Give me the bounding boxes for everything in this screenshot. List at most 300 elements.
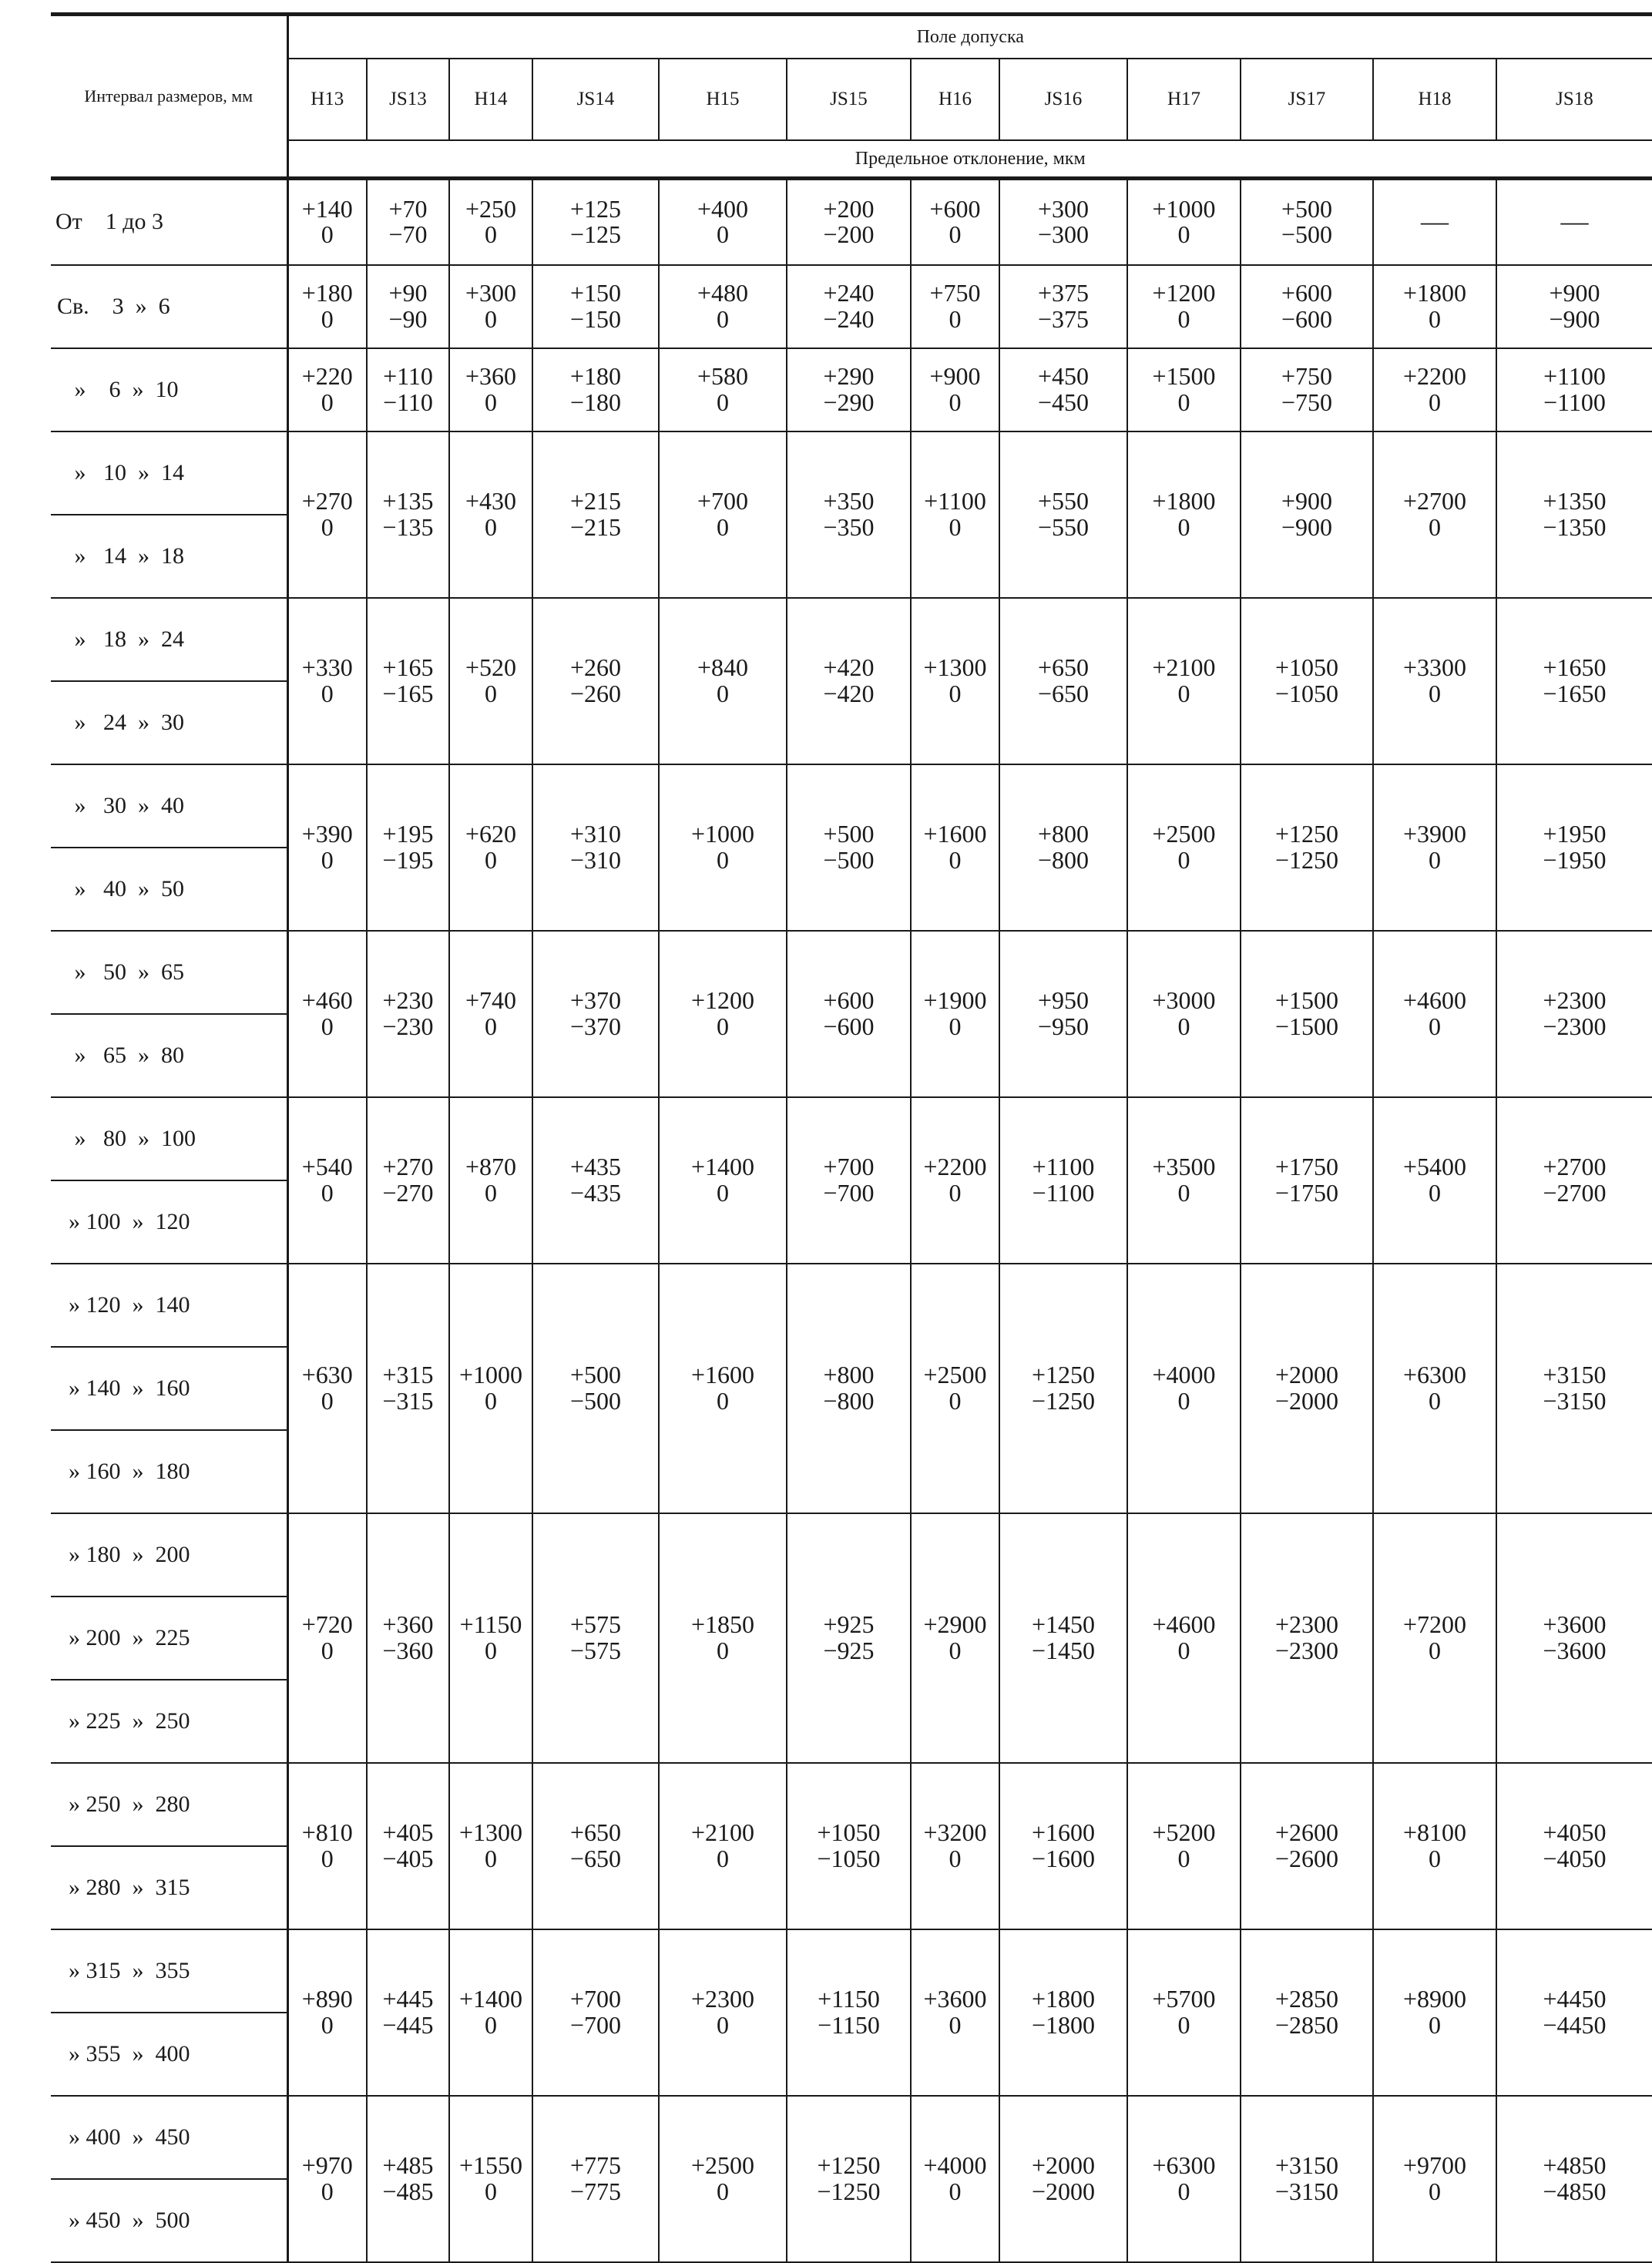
- upper-deviation: +450: [1037, 361, 1090, 390]
- deviation-cell: [1496, 2096, 1652, 2262]
- tolerance-table: [51, 12, 1652, 2263]
- deviation-cell: [787, 1929, 911, 2096]
- table-row: [51, 179, 1652, 265]
- lower-deviation: −300: [1037, 220, 1090, 249]
- lower-deviation: −2600: [1274, 1844, 1339, 1872]
- lower-deviation: −4850: [1543, 2177, 1607, 2205]
- lower-deviation: −1950: [1543, 845, 1607, 874]
- lower-deviation: 0: [949, 304, 962, 333]
- lower-deviation: −2300: [1543, 1012, 1607, 1040]
- upper-deviation: +1900: [923, 985, 987, 1014]
- deviation-cell: [787, 598, 911, 764]
- deviation-cell: [999, 598, 1127, 764]
- upper-deviation: +1600: [690, 1360, 755, 1388]
- upper-deviation: +1850: [690, 1610, 755, 1638]
- deviation-cell: [659, 764, 787, 931]
- lower-deviation: 0: [949, 2177, 962, 2205]
- lower-deviation: 0: [717, 2010, 729, 2039]
- lower-deviation: 0: [949, 388, 962, 416]
- deviation-cell: [1127, 598, 1241, 764]
- lower-deviation: 0: [1429, 679, 1441, 707]
- upper-deviation: +9700: [1402, 2151, 1467, 2179]
- deviation-cell: [1127, 431, 1241, 598]
- deviation-cell: [999, 2096, 1127, 2262]
- lower-deviation: 0: [949, 1844, 962, 1872]
- deviation-cell: [449, 1513, 532, 1763]
- upper-deviation: +290: [823, 361, 875, 390]
- deviation-cell: [1241, 348, 1373, 431]
- lower-deviation: 0: [717, 304, 729, 333]
- interval-header: Интервал размеров, мм: [51, 15, 287, 179]
- deviation-cell: [1241, 2096, 1373, 2262]
- table-row: [51, 348, 1652, 431]
- upper-deviation: +810: [301, 1818, 353, 1846]
- row-interval-label: » 160 » 180: [51, 1430, 287, 1513]
- upper-deviation: +2000: [1274, 1360, 1339, 1388]
- upper-deviation: +620: [465, 819, 517, 848]
- deviation-cell: [1127, 764, 1241, 931]
- upper-deviation: +890: [301, 1984, 353, 2013]
- deviation-cell: [1373, 179, 1496, 265]
- upper-deviation: +1350: [1543, 486, 1607, 515]
- deviation-cell: [1373, 1763, 1496, 1929]
- deviation-cell: [367, 265, 449, 348]
- lower-deviation: −405: [382, 1844, 434, 1872]
- deviation-cell: [367, 348, 449, 431]
- lower-deviation: −575: [569, 1636, 622, 1664]
- lower-deviation: 0: [717, 1844, 729, 1872]
- deviation-cell: [1496, 179, 1652, 265]
- deviation-cell: [1373, 1097, 1496, 1264]
- lower-deviation: 0: [485, 1386, 497, 1415]
- deviation-cell: [659, 1513, 787, 1763]
- upper-deviation: +2600: [1274, 1818, 1339, 1846]
- upper-deviation: +1150: [459, 1610, 522, 1638]
- upper-deviation: +135: [382, 486, 434, 515]
- upper-deviation: +5700: [1152, 1984, 1216, 2013]
- upper-deviation: +3600: [1543, 1610, 1607, 1638]
- col-header-js16: JS16: [999, 59, 1127, 140]
- deviation-cell: [1127, 179, 1241, 265]
- upper-deviation: +8900: [1402, 1984, 1467, 2013]
- lower-deviation: −230: [382, 1012, 434, 1040]
- lower-deviation: −3150: [1274, 2177, 1339, 2205]
- upper-deviation: +2900: [923, 1610, 987, 1638]
- upper-deviation: +7200: [1402, 1610, 1467, 1638]
- col-header-h14: H14: [449, 59, 532, 140]
- deviation-cell: [999, 1929, 1127, 2096]
- deviation-cell: [787, 931, 911, 1097]
- lower-deviation: 0: [1177, 1636, 1190, 1664]
- deviation-cell: [1127, 2096, 1241, 2262]
- deviation-cell: [911, 1097, 999, 1264]
- lower-deviation: −4050: [1543, 1844, 1607, 1872]
- upper-deviation: +1150: [818, 1984, 880, 2013]
- col-header-js18: JS18: [1496, 59, 1652, 140]
- lower-deviation: −1250: [817, 2177, 881, 2205]
- lower-deviation: −1650: [1543, 679, 1607, 707]
- upper-deviation: +5200: [1152, 1818, 1216, 1846]
- deviation-cell: [367, 431, 449, 598]
- lower-deviation: 0: [717, 679, 729, 707]
- row-interval-label: » 50 » 65: [51, 931, 287, 1014]
- deviation-cell: [1241, 1929, 1373, 2096]
- deviation-cell: [999, 1264, 1127, 1513]
- deviation-cell: [1496, 931, 1652, 1097]
- lower-deviation: −110: [383, 388, 433, 416]
- upper-deviation: +90: [388, 278, 428, 307]
- deviation-cell: [999, 348, 1127, 431]
- lower-deviation: 0: [1429, 2177, 1441, 2205]
- upper-deviation: +970: [301, 2151, 353, 2179]
- upper-deviation: +950: [1037, 985, 1090, 1014]
- deviation-cell: [1373, 2096, 1496, 2262]
- upper-deviation: +840: [697, 653, 749, 681]
- upper-deviation: +270: [301, 486, 353, 515]
- lower-deviation: 0: [1177, 1178, 1190, 1207]
- lower-deviation: −1800: [1031, 2010, 1096, 2039]
- deviation-cell: [911, 598, 999, 764]
- row-interval-label: » 355 » 400: [51, 2013, 287, 2096]
- lower-deviation: −125: [569, 220, 622, 249]
- deviation-cell: [1373, 931, 1496, 1097]
- lower-deviation: 0: [949, 220, 962, 249]
- lower-deviation: 0: [485, 1636, 497, 1664]
- table-row: [51, 431, 1652, 515]
- lower-deviation: 0: [321, 679, 334, 707]
- deviation-cell: [287, 1929, 367, 2096]
- upper-deviation: +3200: [923, 1818, 987, 1846]
- deviation-cell: [1241, 1763, 1373, 1929]
- upper-deviation: +1100: [1543, 361, 1606, 390]
- lower-deviation: 0: [1177, 304, 1190, 333]
- lower-deviation: −260: [569, 679, 622, 707]
- deviation-cell: [532, 1097, 659, 1264]
- deviation-cell: [1496, 348, 1652, 431]
- deviation-cell: [911, 1513, 999, 1763]
- deviation-cell: [367, 2096, 449, 2262]
- upper-deviation: +550: [1037, 486, 1090, 515]
- lower-deviation: 0: [485, 2010, 497, 2039]
- deviation-cell: [787, 179, 911, 265]
- lower-deviation: 0: [1429, 1386, 1441, 1415]
- deviation-cell: [1373, 1513, 1496, 1763]
- deviation-cell: [1496, 1929, 1652, 2096]
- deviation-cell: [999, 764, 1127, 931]
- upper-deviation: +140: [301, 194, 353, 223]
- upper-deviation: +480: [697, 278, 749, 307]
- lower-deviation: −1450: [1031, 1636, 1096, 1664]
- upper-deviation: +330: [301, 653, 353, 681]
- lower-deviation: −370: [569, 1012, 622, 1040]
- upper-deviation: +500: [823, 819, 875, 848]
- deviation-cell: [1496, 1097, 1652, 1264]
- upper-deviation: +3600: [923, 1984, 987, 2013]
- lower-deviation: 0: [321, 1844, 334, 1872]
- lower-deviation: 0: [485, 2177, 497, 2205]
- upper-deviation: +270: [382, 1152, 434, 1180]
- col-header-js13: JS13: [367, 59, 449, 140]
- upper-deviation: +1000: [1152, 194, 1216, 223]
- deviation-cell: [532, 1513, 659, 1763]
- deviation-cell: [999, 179, 1127, 265]
- upper-deviation: +4050: [1543, 1818, 1607, 1846]
- upper-deviation: +1000: [690, 819, 755, 848]
- upper-deviation: +4450: [1543, 1984, 1607, 2013]
- deviation-cell: [449, 931, 532, 1097]
- deviation-cell: [659, 1097, 787, 1264]
- lower-deviation: 0: [717, 512, 729, 541]
- upper-deviation: +900: [1549, 278, 1600, 307]
- upper-deviation: —: [1421, 206, 1449, 237]
- deviation-header: Предельное отклонение, мкм: [287, 140, 1652, 179]
- upper-deviation: +600: [1281, 278, 1333, 307]
- table-row: [51, 265, 1652, 348]
- upper-deviation: +1600: [1031, 1818, 1096, 1846]
- deviation-cell: [1241, 265, 1373, 348]
- upper-deviation: +6300: [1402, 1360, 1467, 1388]
- lower-deviation: 0: [1429, 1012, 1441, 1040]
- table-row: [51, 1264, 1652, 1347]
- lower-deviation: −2300: [1274, 1636, 1339, 1664]
- upper-deviation: +1950: [1543, 819, 1607, 848]
- deviation-cell: [449, 1097, 532, 1264]
- deviation-cell: [449, 265, 532, 348]
- lower-deviation: −775: [569, 2177, 622, 2205]
- lower-deviation: −1350: [1543, 512, 1607, 541]
- table-row: [51, 1513, 1652, 1597]
- row-interval-label: » 180 » 200: [51, 1513, 287, 1597]
- row-interval-label: » 65 » 80: [51, 1014, 287, 1097]
- upper-deviation: +220: [301, 361, 353, 390]
- lower-deviation: 0: [717, 1012, 729, 1040]
- lower-deviation: 0: [949, 1386, 962, 1415]
- deviation-cell: [1496, 598, 1652, 764]
- upper-deviation: +1200: [690, 985, 755, 1014]
- deviation-cell: [532, 598, 659, 764]
- upper-deviation: +1800: [1031, 1984, 1096, 2013]
- table-row: [51, 931, 1652, 1014]
- deviation-cell: [787, 1264, 911, 1513]
- lower-deviation: 0: [1177, 1012, 1190, 1040]
- upper-deviation: +1650: [1543, 653, 1607, 681]
- upper-deviation: +1400: [690, 1152, 755, 1180]
- upper-deviation: +125: [569, 194, 622, 223]
- lower-deviation: 0: [717, 1178, 729, 1207]
- upper-deviation: +390: [301, 819, 353, 848]
- lower-deviation: −215: [569, 512, 622, 541]
- table-row: [51, 1763, 1652, 1846]
- deviation-cell: [532, 2096, 659, 2262]
- lower-deviation: −750: [1281, 388, 1333, 416]
- deviation-cell: [449, 431, 532, 598]
- row-interval-label: » 250 » 280: [51, 1763, 287, 1846]
- upper-deviation: +360: [465, 361, 517, 390]
- lower-deviation: −445: [382, 2010, 434, 2039]
- lower-deviation: 0: [485, 388, 497, 416]
- deviation-cell: [1496, 431, 1652, 598]
- deviation-cell: [287, 1513, 367, 1763]
- upper-deviation: +215: [569, 486, 622, 515]
- lower-deviation: −800: [1037, 845, 1090, 874]
- deviation-cell: [911, 931, 999, 1097]
- lower-deviation: 0: [321, 1178, 334, 1207]
- row-interval-label: » 280 » 315: [51, 1846, 287, 1929]
- lower-deviation: 0: [1429, 304, 1441, 333]
- deviation-cell: [787, 2096, 911, 2262]
- deviation-cell: [787, 1097, 911, 1264]
- upper-deviation: +775: [569, 2151, 622, 2179]
- col-header-h15: H15: [659, 59, 787, 140]
- lower-deviation: 0: [1429, 845, 1441, 874]
- deviation-cell: [532, 1763, 659, 1929]
- deviation-cell: [659, 931, 787, 1097]
- upper-deviation: +4000: [1152, 1360, 1216, 1388]
- lower-deviation: −150: [569, 304, 622, 333]
- upper-deviation: +2500: [923, 1360, 987, 1388]
- col-header-h16: H16: [911, 59, 999, 140]
- upper-deviation: +110: [383, 361, 433, 390]
- row-interval-label: » 6 » 10: [51, 348, 287, 431]
- upper-deviation: +1250: [817, 2151, 881, 2179]
- lower-deviation: 0: [1177, 679, 1190, 707]
- lower-deviation: 0: [321, 1012, 334, 1040]
- upper-deviation: +1800: [1152, 486, 1216, 515]
- deviation-cell: [287, 431, 367, 598]
- upper-deviation: +900: [929, 361, 981, 390]
- upper-deviation: +3150: [1543, 1360, 1607, 1388]
- deviation-cell: [1241, 1097, 1373, 1264]
- lower-deviation: 0: [949, 2010, 962, 2039]
- lower-deviation: −485: [382, 2177, 434, 2205]
- table-body: [51, 179, 1652, 2262]
- upper-deviation: +460: [301, 985, 353, 1014]
- upper-deviation: +1250: [1031, 1360, 1096, 1388]
- lower-deviation: −135: [382, 512, 434, 541]
- upper-deviation: +2500: [690, 2151, 755, 2179]
- deviation-cell: [999, 931, 1127, 1097]
- lower-deviation: −700: [569, 2010, 622, 2039]
- upper-deviation: +250: [465, 194, 517, 223]
- lower-deviation: −500: [823, 845, 875, 874]
- col-header-js15: JS15: [787, 59, 911, 140]
- row-interval-label: » 14 » 18: [51, 515, 287, 598]
- upper-deviation: +3900: [1402, 819, 1467, 848]
- deviation-cell: [1496, 764, 1652, 931]
- col-header-h13: H13: [287, 59, 367, 140]
- upper-deviation: +180: [301, 278, 353, 307]
- upper-deviation: +1000: [458, 1360, 523, 1388]
- upper-deviation: +700: [697, 486, 749, 515]
- deviation-cell: [287, 2096, 367, 2262]
- lower-deviation: 0: [717, 845, 729, 874]
- upper-deviation: +1100: [924, 486, 986, 515]
- upper-deviation: +1100: [1032, 1152, 1095, 1180]
- lower-deviation: 0: [1429, 2010, 1441, 2039]
- deviation-cell: [659, 179, 787, 265]
- lower-deviation: 0: [717, 1636, 729, 1664]
- row-interval-label: » 400 » 450: [51, 2096, 287, 2179]
- deviation-cell: [787, 348, 911, 431]
- lower-deviation: −90: [388, 304, 428, 333]
- upper-deviation: +600: [823, 985, 875, 1014]
- upper-deviation: +520: [465, 653, 517, 681]
- row-interval-label: » 200 » 225: [51, 1597, 287, 1680]
- upper-deviation: +1450: [1031, 1610, 1096, 1638]
- lower-deviation: −1600: [1031, 1844, 1096, 1872]
- deviation-cell: [1373, 764, 1496, 931]
- upper-deviation: +2850: [1274, 1984, 1339, 2013]
- upper-deviation: +445: [382, 1984, 434, 2013]
- lower-deviation: −350: [823, 512, 875, 541]
- lower-deviation: −315: [382, 1386, 434, 1415]
- lower-deviation: 0: [1177, 512, 1190, 541]
- upper-deviation: +360: [382, 1610, 434, 1638]
- lower-deviation: −450: [1037, 388, 1090, 416]
- upper-deviation: +435: [569, 1152, 622, 1180]
- deviation-cell: [1496, 1513, 1652, 1763]
- lower-deviation: −310: [569, 845, 622, 874]
- deviation-cell: [1241, 179, 1373, 265]
- upper-deviation: +3300: [1402, 653, 1467, 681]
- lower-deviation: −1250: [1031, 1386, 1096, 1415]
- lower-deviation: 0: [321, 1636, 334, 1664]
- deviation-cell: [911, 2096, 999, 2262]
- deviation-cell: [1241, 931, 1373, 1097]
- deviation-cell: [287, 265, 367, 348]
- upper-deviation: +500: [1281, 194, 1333, 223]
- upper-deviation: +1200: [1152, 278, 1216, 307]
- upper-deviation: +2200: [1402, 361, 1467, 390]
- lower-deviation: −70: [388, 220, 428, 249]
- deviation-cell: [287, 1763, 367, 1929]
- upper-deviation: +1050: [1274, 653, 1339, 681]
- lower-deviation: −290: [823, 388, 875, 416]
- deviation-cell: [287, 764, 367, 931]
- deviation-cell: [532, 764, 659, 931]
- deviation-cell: [659, 348, 787, 431]
- deviation-cell: [659, 1763, 787, 1929]
- deviation-cell: [532, 265, 659, 348]
- lower-deviation: −950: [1037, 1012, 1090, 1040]
- upper-deviation: +150: [569, 278, 622, 307]
- upper-deviation: +720: [301, 1610, 353, 1638]
- upper-deviation: +300: [465, 278, 517, 307]
- row-interval-label: » 80 » 100: [51, 1097, 287, 1180]
- lower-deviation: −435: [569, 1178, 622, 1207]
- lower-deviation: 0: [1177, 1844, 1190, 1872]
- deviation-cell: [1373, 265, 1496, 348]
- deviation-cell: [1373, 1264, 1496, 1513]
- upper-deviation: +375: [1037, 278, 1090, 307]
- upper-deviation: +2700: [1402, 486, 1467, 515]
- lower-deviation: −1100: [1543, 388, 1606, 416]
- deviation-cell: [367, 764, 449, 931]
- row-interval-label: » 100 » 120: [51, 1180, 287, 1264]
- row-interval-label: » 10 » 14: [51, 431, 287, 515]
- deviation-cell: [287, 179, 367, 265]
- upper-deviation: +575: [569, 1610, 622, 1638]
- lower-deviation: −2700: [1543, 1178, 1607, 1207]
- deviation-cell: [659, 265, 787, 348]
- upper-deviation: +300: [1037, 194, 1090, 223]
- lower-deviation: 0: [485, 1844, 497, 1872]
- deviation-cell: [787, 431, 911, 598]
- lower-deviation: −900: [1549, 304, 1600, 333]
- deviation-cell: [999, 265, 1127, 348]
- upper-deviation: +2100: [1152, 653, 1216, 681]
- upper-deviation: +485: [382, 2151, 434, 2179]
